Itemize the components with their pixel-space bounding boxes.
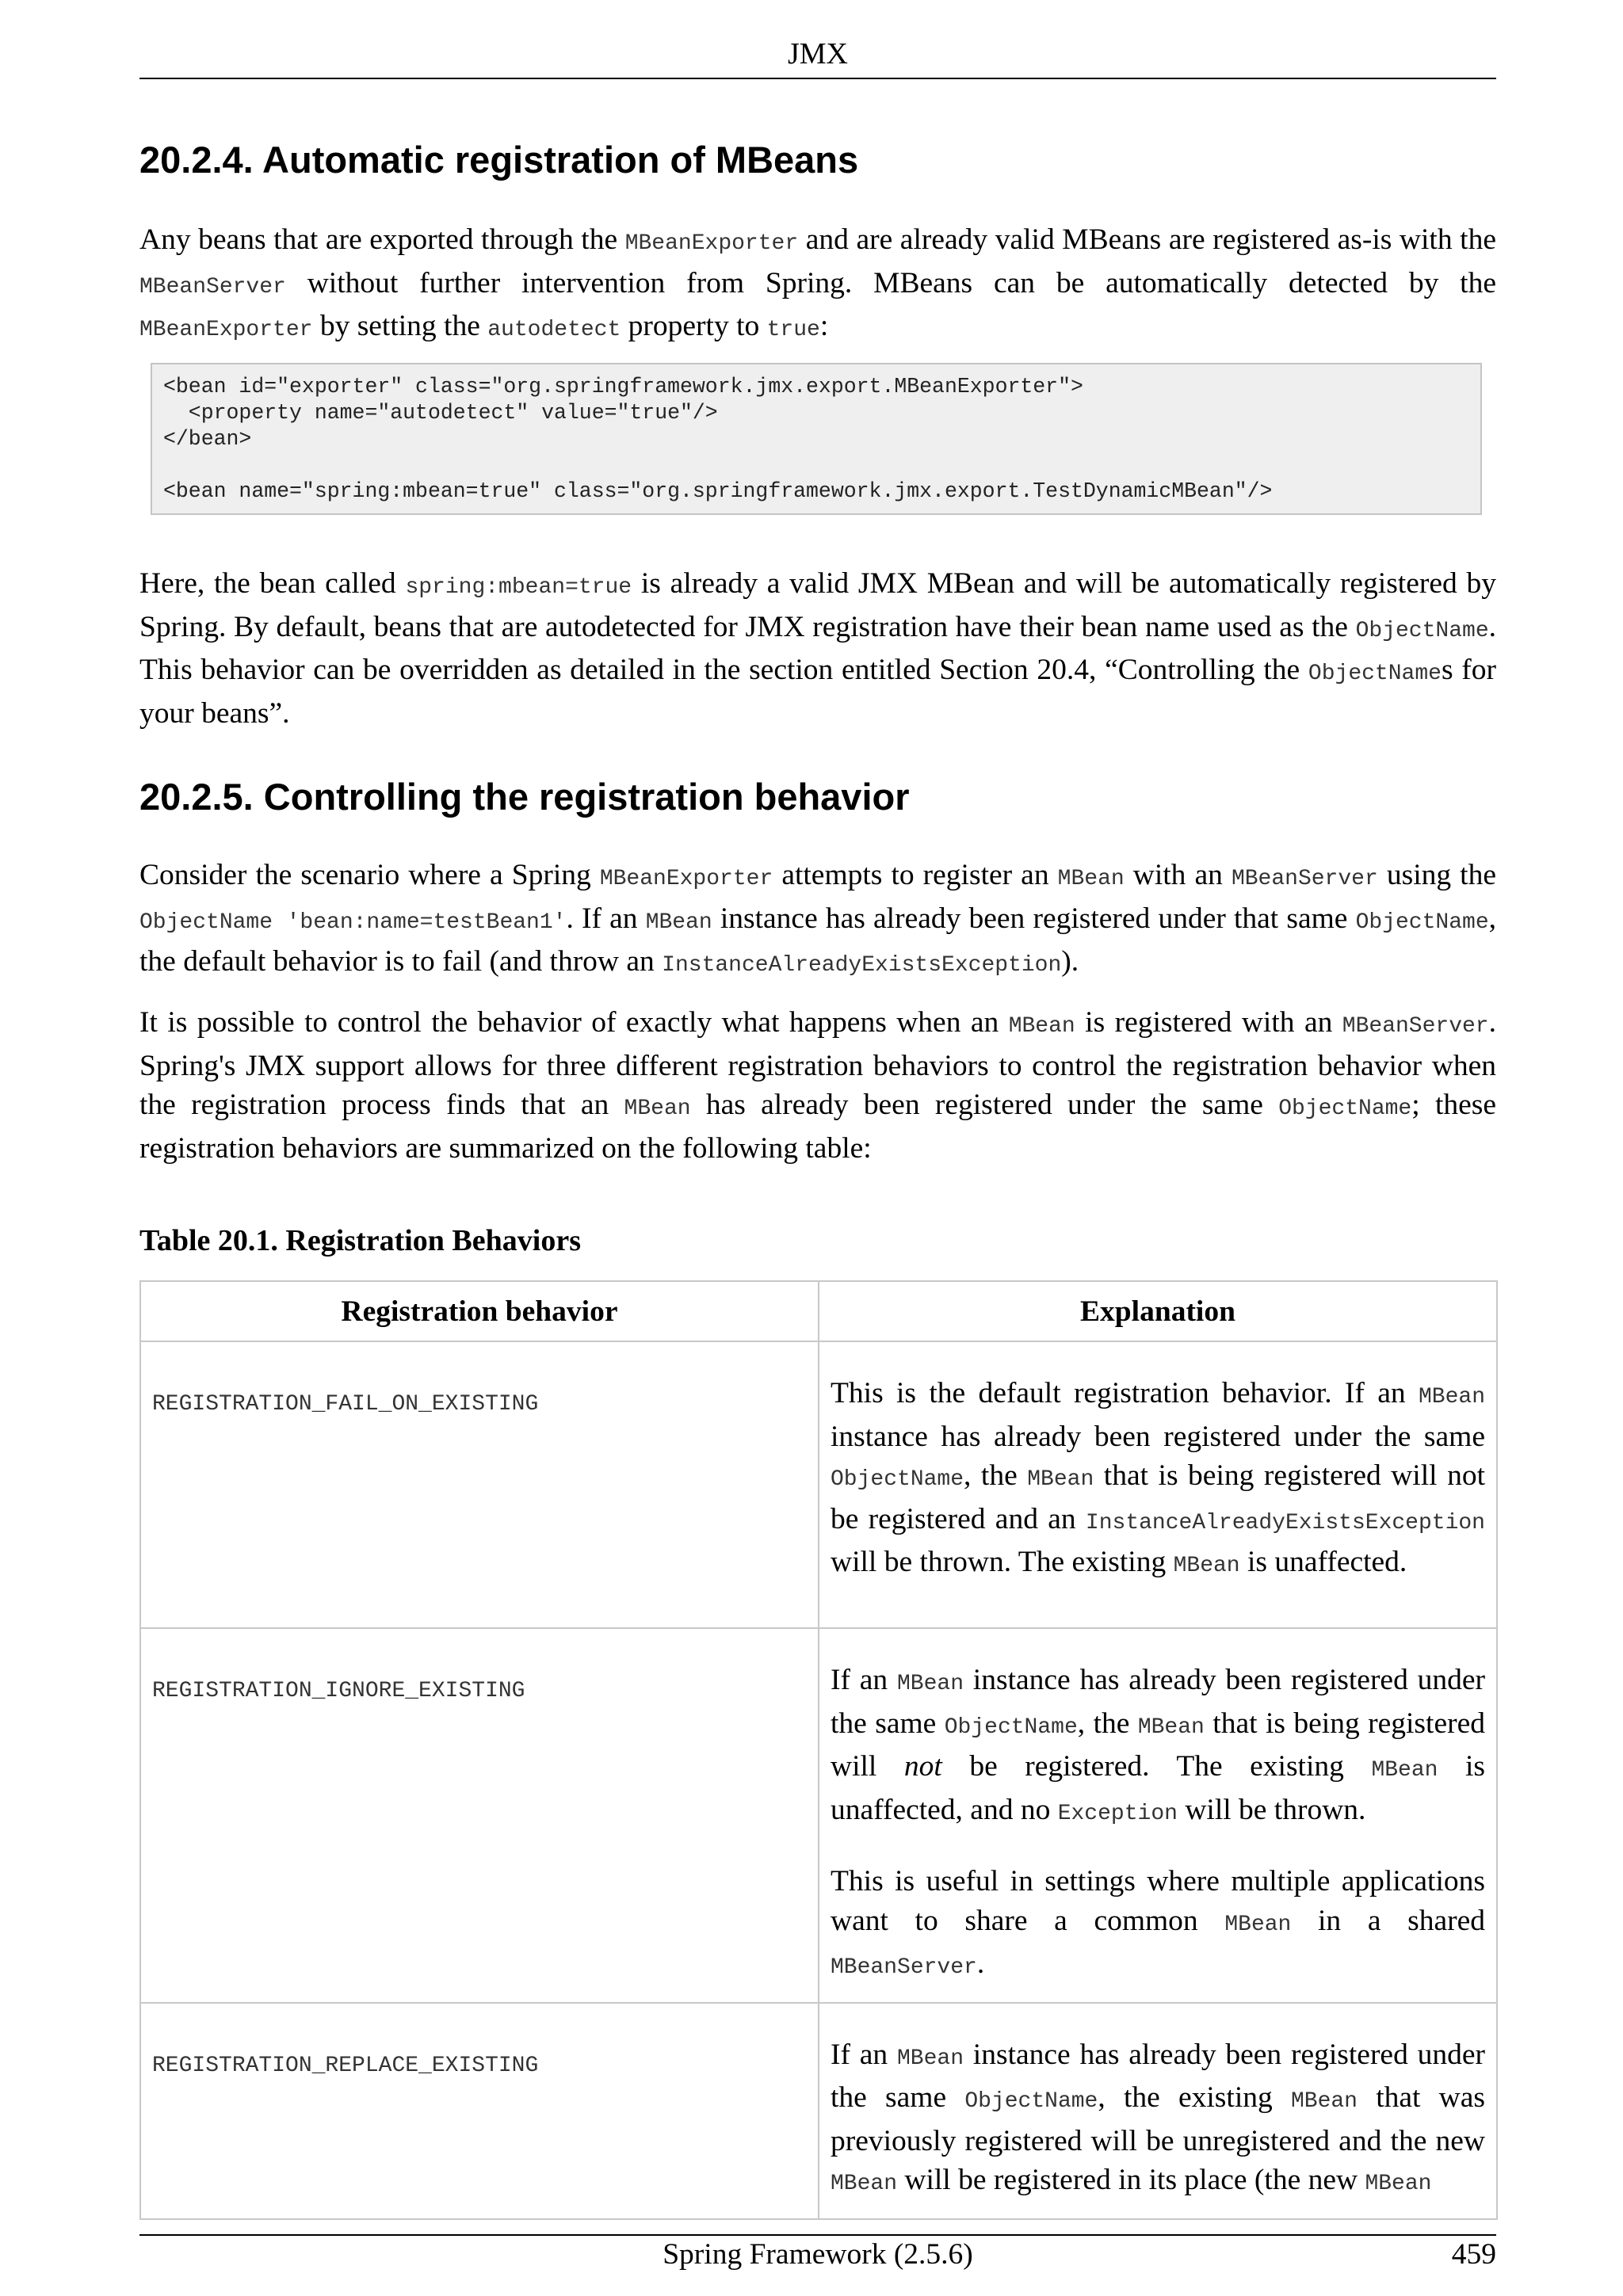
table-row [140, 1341, 1497, 1628]
code-listing: <bean id="exporter" class="org.springframework.jmx.export.MBeanExporter"> <property name="autodetect" value="true"/> </bean> <bean name="spring:mbean=true" class="org.springframework.jmx.export.TestDynamicMBean"/> [151, 363, 1482, 515]
explanation-cell [819, 2003, 1497, 2219]
explanation-cell [819, 1628, 1497, 2003]
behavior-name: REGISTRATION_FAIL_ON_EXISTING [152, 1392, 539, 1417]
running-header: JMX [787, 37, 849, 71]
explanation-text: If an MBean instance has already been registered under the same ObjectName, the existing MBean that was previously registered will be unregistered and the new MBean will be registered in its place (the new MBean [831, 2038, 1486, 2196]
paragraph-autodetect-intro: Any beans that are exported through the MBeanExporter and are already valid MBeans are registered as-is with the MBeanServer without further intervention from Spring. MBeans can be automatically detected by the MBeanExporter by setting the autodetect property to true: [139, 223, 1496, 342]
behavior-name-cell [140, 1341, 819, 1628]
table-row [140, 2003, 1497, 2219]
explanation-note: This is useful in settings where multiple applications want to share a common MBean in a shared MBeanServer. [831, 1865, 1486, 1980]
registration-behaviors-table [139, 1280, 1498, 2220]
behavior-name: REGISTRATION_IGNORE_EXISTING [152, 1679, 525, 1703]
explanation-cell [819, 1341, 1497, 1628]
page-number: 459 [1451, 2238, 1496, 2271]
table-header-row [140, 1281, 1497, 1341]
paragraph-autodetect-explained: Here, the bean called spring:mbean=true is already a valid JMX MBean and will be automatically registered by Spring. By default, beans that are autodetected for JMX registration have their bean name used as the ObjectName. This behavior can be overridden as detailed in the section entitled Section 20.4, “Controlling the ObjectNames for your beans”. [139, 567, 1496, 730]
table-row [140, 1628, 1497, 2003]
behavior-name-cell [140, 2003, 819, 2219]
behavior-name: REGISTRATION_REPLACE_EXISTING [152, 2053, 539, 2078]
section-heading-registration-behavior: 20.2.5. Controlling the registration behavior [139, 776, 910, 818]
section-heading-automatic-registration: 20.2.4. Automatic registration of MBeans [139, 139, 859, 181]
explanation-text: If an MBean instance has already been registered under the same ObjectName, the MBean that is being registered will not be registered. The existing MBean is unaffected, and no Exception will be thrown. [831, 1664, 1486, 1826]
table-title: Table 20.1. Registration Behaviors [139, 1224, 581, 1257]
column-header: Explanation [819, 1281, 1497, 1341]
explanation-text: This is the default registration behavior. If an MBean instance has already been registered under the same ObjectName, the MBean that is being registered will not be registered and an InstanceAlreadyExistsException will be thrown. The existing MBean is unaffected. [831, 1377, 1485, 1578]
paragraph-behaviors-intro: It is possible to control the behavior of exactly what happens when an MBean is registered with an MBeanServer. Spring's JMX support allows for three different registration behaviors to control the registration behavior when the registration process finds that an MBean has already been registered under the same ObjectName; these registration behaviors are summarized on the following table: [139, 1006, 1497, 1165]
column-header: Registration behavior [140, 1281, 819, 1341]
paragraph-scenario: Consider the scenario where a Spring MBeanExporter attempts to register an MBean with an MBeanServer using the ObjectName 'bean:name=testBean1'. If an MBean instance has already been registered under that same ObjectName, the default behavior is to fail (and throw an InstanceAlreadyExistsException). [139, 859, 1496, 978]
header-rule [139, 78, 1496, 79]
behavior-name-cell [140, 1628, 819, 2003]
footer-title: Spring Framework (2.5.6) [663, 2238, 973, 2271]
